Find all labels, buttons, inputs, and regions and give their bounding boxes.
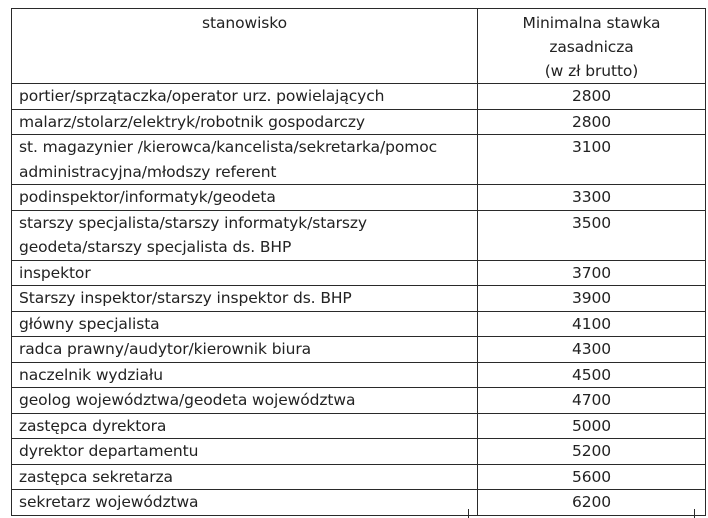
position-text: zastępca sekretarza [19, 467, 173, 486]
position-cell [12, 337, 478, 363]
table-row [12, 84, 706, 110]
header-position: stanowisko [12, 9, 478, 84]
position-text: malarz/stolarz/elektryk/robotnik gospodarczy [19, 112, 365, 131]
header-rate-line: Minimalna stawka [522, 14, 661, 32]
rate-cell: 4300 [478, 337, 706, 363]
position-cell [12, 311, 478, 337]
rate-cell: 2800 [478, 109, 706, 135]
position-text: podinspektor/informatyk/geodeta [19, 188, 276, 206]
position-cell [12, 260, 478, 286]
position-cell [12, 388, 478, 414]
table-row [12, 413, 706, 439]
position-text: portier/sprzątaczka/operator urz. powielających [19, 87, 385, 105]
position-text: geodeta/starszy specjalista ds. BHP [19, 238, 292, 256]
position-cell [12, 464, 478, 490]
position-cell [12, 362, 478, 388]
table-row [12, 337, 706, 363]
rate-cell: 4100 [478, 311, 706, 337]
position-text: naczelnik wydziału [19, 365, 163, 384]
position-text: dyrektor departamentu [19, 442, 199, 460]
rate-cell: 2800 [478, 84, 706, 110]
position-cell [12, 185, 478, 211]
position-text: administracyjna/młodszy referent [19, 162, 277, 181]
rate-cell: 4700 [478, 388, 706, 414]
position-text: Starszy inspektor/starszy inspektor ds. BHP [19, 289, 352, 307]
salary-rates-table [11, 8, 706, 516]
position-text: geolog województwa/geodeta województwa [19, 391, 356, 409]
table-row [12, 260, 706, 286]
position-text: starszy specjalista/starszy informatyk/starszy [19, 213, 367, 232]
position-cell [12, 439, 478, 465]
table-row [12, 490, 706, 516]
table-row [12, 464, 706, 490]
rate-cell: 3300 [478, 185, 706, 211]
rate-cell: 6200 [478, 490, 706, 516]
position-cell [12, 84, 478, 110]
rate-cell: 4500 [478, 362, 706, 388]
position-text: radca prawny/audytor/kierownik biura [19, 340, 312, 358]
salary-table-container [11, 8, 706, 516]
position-cell [12, 109, 478, 135]
table-row [12, 286, 706, 312]
position-cell [12, 413, 478, 439]
table-row [12, 135, 706, 185]
table-row [12, 109, 706, 135]
rate-cell: 3900 [478, 286, 706, 312]
table-row [12, 439, 706, 465]
position-cell [12, 490, 478, 516]
position-cell [12, 286, 478, 312]
position-cell [12, 135, 478, 185]
rate-cell: 5000 [478, 413, 706, 439]
rate-cell: 5200 [478, 439, 706, 465]
position-text: główny specjalista [19, 314, 160, 333]
rate-cell: 3500 [478, 210, 706, 260]
position-text: zastępca dyrektora [19, 416, 167, 435]
position-text: inspektor [19, 263, 91, 282]
table-row [12, 210, 706, 260]
header-row [12, 9, 706, 84]
rate-cell: 3100 [478, 135, 706, 185]
header-minimum-rate [478, 9, 706, 84]
header-rate-line: (w zł brutto) [544, 62, 639, 80]
position-cell [12, 210, 478, 260]
position-text: st. magazynier /kierowca/kancelista/sekretarka/pomoc [19, 138, 438, 156]
table-continuation-line [694, 509, 695, 518]
rate-cell: 3700 [478, 260, 706, 286]
rate-cell: 5600 [478, 464, 706, 490]
table-row [12, 311, 706, 337]
table-row [12, 185, 706, 211]
header-rate-line: zasadnicza [549, 38, 634, 56]
table-body [12, 84, 706, 516]
table-row [12, 388, 706, 414]
table-row [12, 362, 706, 388]
table-continuation-line [468, 509, 469, 518]
table-header [12, 9, 706, 84]
position-text: sekretarz województwa [19, 493, 199, 511]
